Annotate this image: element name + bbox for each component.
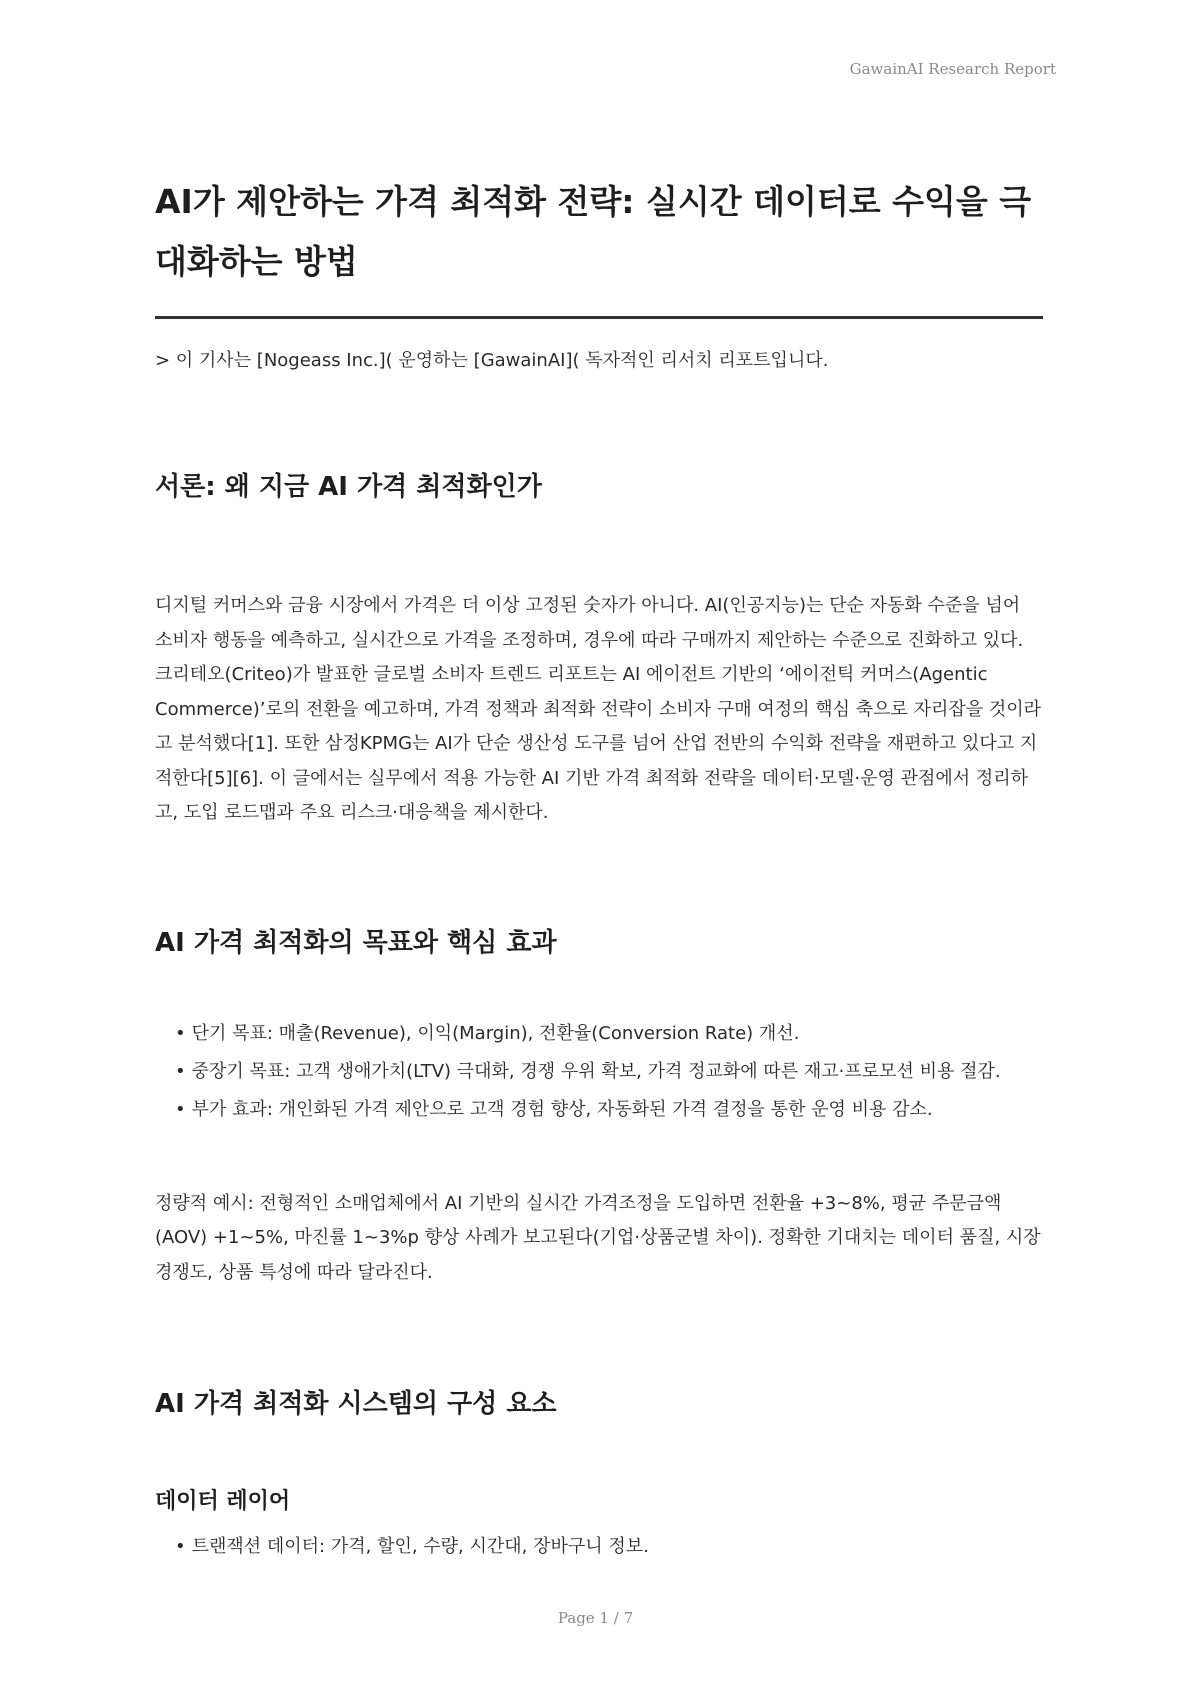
title-divider: [155, 316, 1043, 319]
list-item: • 트랜잭션 데이터: 가격, 할인, 수량, 시간대, 장바구니 정보.: [175, 1528, 1043, 1566]
section-heading-goals: AI 가격 최적화의 목표와 핵심 효과: [155, 927, 557, 958]
section-heading-intro: 서론: 왜 지금 AI 가격 최적화인가: [155, 472, 542, 502]
goals-bullet-list: [155, 1015, 1043, 1129]
subsection-heading-data-layer: 데이터 레이어: [155, 1489, 291, 1514]
section-paragraph-intro: 디지털 커머스와 금융 시장에서 가격은 더 이상 고정된 숫자가 아니다. AI(인공지능)는 단순 자동화 수준을 넘어 소비자 행동을 예측하고, 실시간으로 가격을 조정하며, 경우에 따라 구매까지 제안하는 수준으로 진화하고 있다. 크리테오(Criteo)가 발표한 글로벌 소비자 트렌드 리포트는 AI 에이전트 기반의 ‘에이전틱 커머스(Agentic Commerce)’로의 전환을 예고하며, 가격 정책과 최적화 전략이 소비자 구매 여정의 핵심 축으로 자리잡을 것이라고 분석했다[1]. 또한 삼정KPMG는 AI가 단순 생산성 도구를 넘어 산업 전반의 수익화 전략을 재편하고 있다고 지적한다[5][6]. 이 글에서는 실무에서 적용 가능한 AI 기반 가격 최적화 전략을 데이터·모델·운영 관점에서 정리하고, 도입 로드맵과 주요 리스크·대응책을 제시한다.: [155, 595, 1042, 823]
section-paragraph-goals: 정량적 예시: 전형적인 소매업체에서 AI 기반의 실시간 가격조정을 도입하면 전환율 +3~8%, 평균 주문금액(AOV) +1~5%, 마진률 1~3%p 향상 사례가 보고된다(기업·상품군별 차이). 정확한 기대치는 데이터 품질, 시장 경쟁도, 상품 특성에 따라 달라진다.: [155, 1192, 1041, 1283]
article-body: [155, 172, 1043, 1566]
data-layer-bullet-list: [155, 1528, 1043, 1566]
list-item: • 부가 효과: 개인화된 가격 제안으로 고객 경험 향상, 자동화된 가격 결정을 통한 운영 비용 감소.: [175, 1091, 1043, 1129]
report-header-note: GawainAI Research Report: [849, 60, 1056, 78]
list-item: • 중장기 목표: 고객 생애가치(LTV) 극대화, 경쟁 우위 확보, 가격 정교화에 따른 재고·프로모션 비용 절감.: [175, 1053, 1043, 1091]
intro-note: > 이 기사는 [Nogeass Inc.]( 운영하는 [GawainAI]( 독자적인 리서치 리포트입니다.: [155, 350, 829, 371]
section-heading-components: AI 가격 최적화 시스템의 구성 요소: [155, 1389, 557, 1419]
article-title: AI가 제안하는 가격 최적화 전략: 실시간 데이터로 수익을 극대화하는 방법: [155, 182, 1032, 281]
page-number: Page 1 / 7: [557, 1609, 634, 1627]
list-item: • 단기 목표: 매출(Revenue), 이익(Margin), 전환율(Conversion Rate) 개선.: [175, 1015, 1043, 1053]
